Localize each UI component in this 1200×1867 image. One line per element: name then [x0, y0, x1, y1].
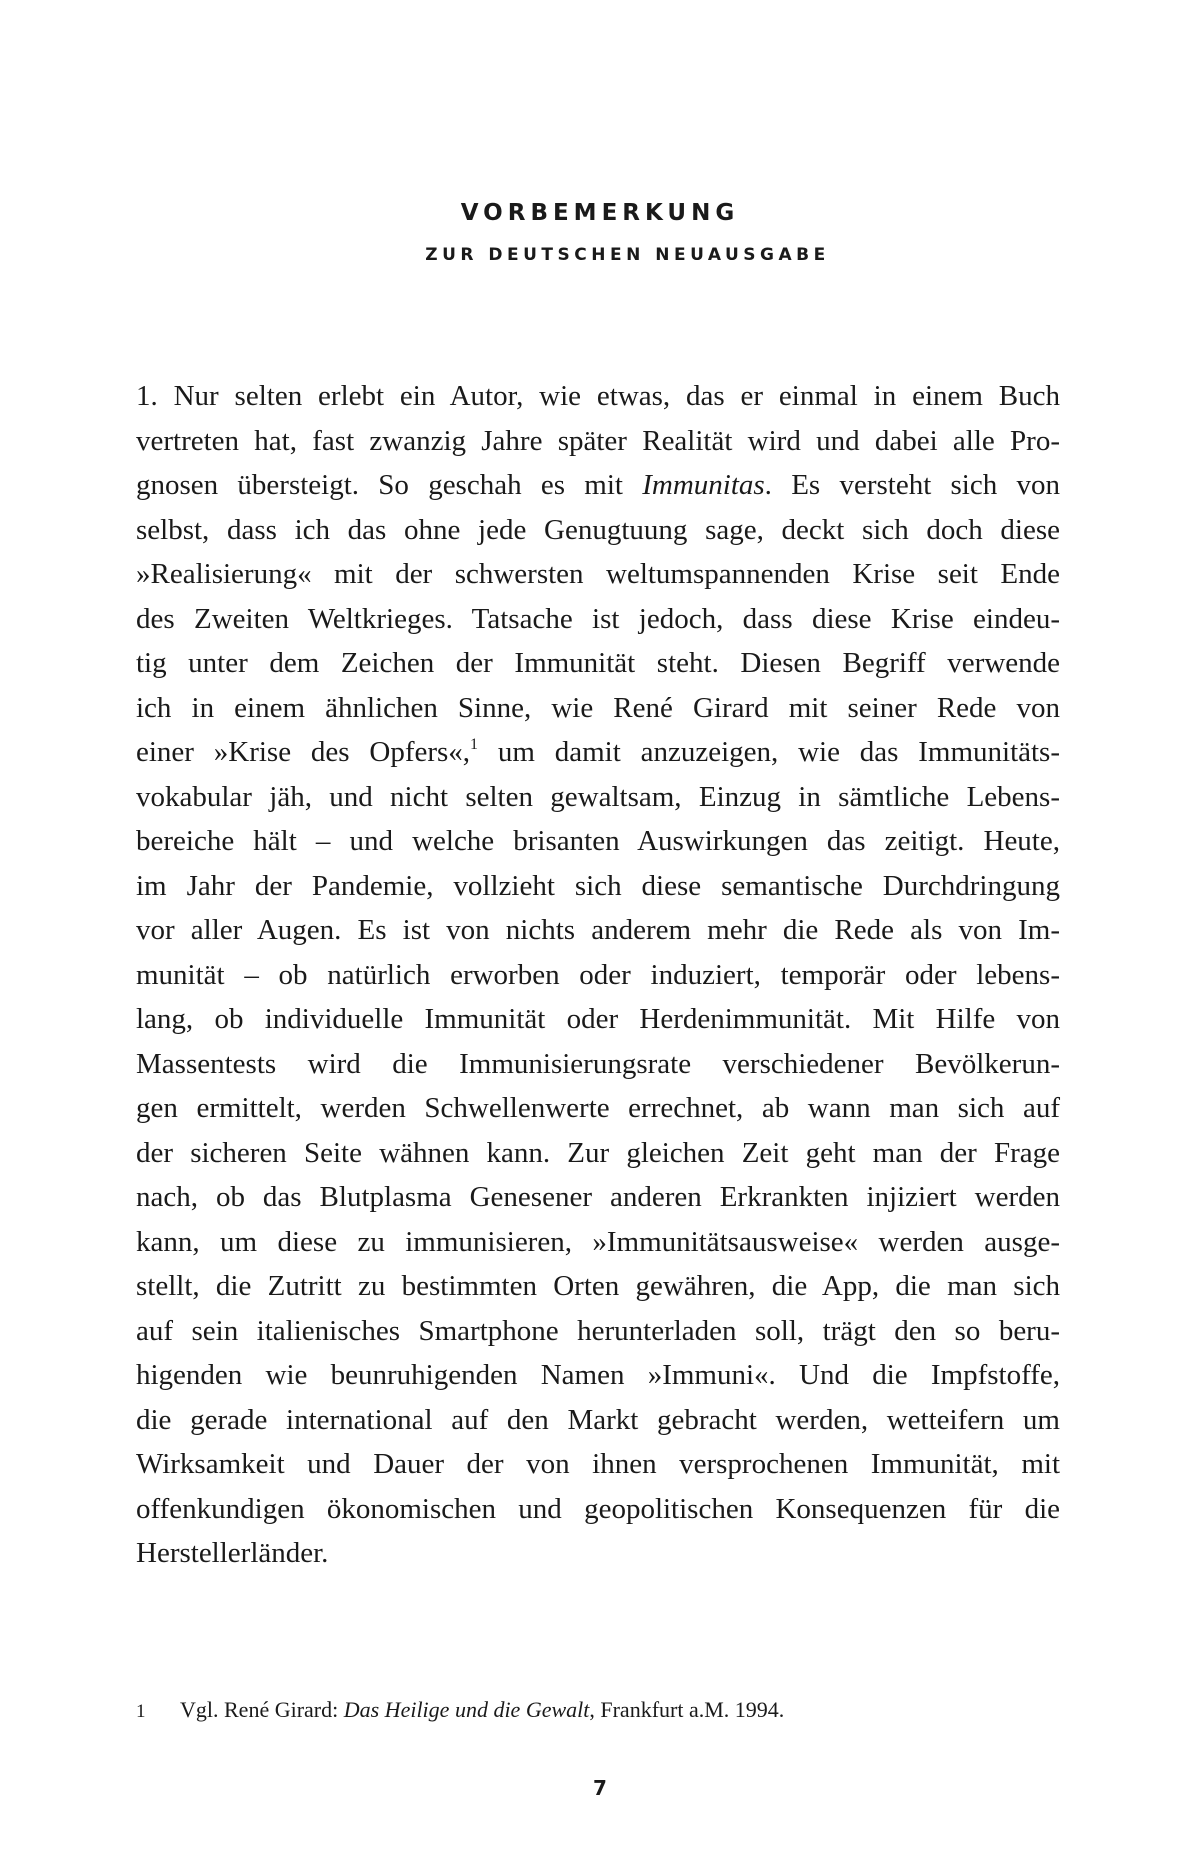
page-number: 7 [593, 1776, 607, 1800]
text-segment: einer »Krise des Opfers«, [136, 736, 471, 768]
footnote-italic-title: Das Heilige und die Gewalt [343, 1697, 590, 1722]
text-line: die gerade international auf den Markt gebracht werden, wetteifern um [136, 1403, 1060, 1436]
text-segment: gnosen übersteigt. So geschah es mit [136, 469, 643, 501]
text-line: auf sein italienisches Smartphone herunterladen soll, trägt den so beru- [136, 1314, 1060, 1347]
footnote-reference: 1 [470, 736, 479, 753]
text-line: im Jahr der Pandemie, vollzieht sich diese semantische Durchdringung [136, 869, 1060, 902]
text-line: Herstellerländer. [136, 1537, 329, 1569]
text-line: selbst, dass ich das ohne jede Genugtuung sage, deckt sich doch diese [136, 513, 1060, 546]
footnote-prefix: Vgl. René Girard: [180, 1697, 344, 1722]
text-line: offenkundigen ökonomischen und geopolitischen Konsequenzen für die [136, 1492, 1060, 1525]
text-line: der sicheren Seite wähnen kann. Zur gleichen Zeit geht man der Frage [136, 1136, 1060, 1169]
text-line: tig unter dem Zeichen der Immunität steht. Diesen Begriff verwende [136, 647, 1060, 679]
text-line [136, 463, 1060, 508]
text-line: higenden wie beunruhigenden Namen »Immuni«. Und die Impfstoffe, [136, 1359, 1060, 1391]
text-segment: um damit anzuzeigen, wie das Immunitäts- [478, 736, 1060, 768]
text-line: lang, ob individuelle Immunität oder Herdenimmunität. Mit Hilfe von [136, 1003, 1060, 1035]
chapter-title: VORBEMERKUNG [460, 200, 740, 226]
text-line: vor aller Augen. Es ist von nichts anderem mehr die Rede als von Im- [136, 914, 1060, 946]
text-line: des Zweiten Weltkrieges. Tatsache ist jedoch, dass diese Krise eindeu- [136, 602, 1060, 635]
footnote [136, 1697, 1060, 1723]
text-line: stellt, die Zutritt zu bestimmten Orten gewähren, die App, die man sich [136, 1270, 1060, 1302]
text-line: Wirksamkeit und Dauer der von ihnen versprochenen Immunität, mit [136, 1448, 1060, 1480]
chapter-subtitle: ZUR DEUTSCHEN NEUAUSGABE [425, 245, 830, 265]
body-paragraph [136, 374, 1060, 1576]
text-line: Massentests wird die Immunisierungsrate verschiedener Bevölkerun- [136, 1047, 1060, 1080]
text-line: vokabular jäh, und nicht selten gewaltsam, Einzug in sämtliche Lebens- [136, 780, 1060, 813]
italic-book-title: Immunitas [642, 469, 765, 501]
text-line: »Realisierung« mit der schwersten weltumspannenden Krise seit Ende [136, 558, 1060, 590]
text-line: nach, ob das Blutplasma Genesener anderen Erkrankten injiziert werden [136, 1181, 1060, 1213]
text-line: ich in einem ähnlichen Sinne, wie René Girard mit seiner Rede von [136, 691, 1060, 724]
text-line: munität – ob natürlich erworben oder induziert, temporär oder lebens- [136, 958, 1060, 991]
text-segment: . Es versteht sich von [764, 469, 1060, 501]
text-line: 1. Nur selten erlebt ein Autor, wie etwas, das er einmal in einem Buch [136, 380, 1060, 412]
text-line: gen ermittelt, werden Schwellenwerte errechnet, ab wann man sich auf [136, 1092, 1060, 1124]
text-line: bereiche hält – und welche brisanten Auswirkungen das zeitigt. Heute, [136, 825, 1060, 857]
footnote-suffix: , Frankfurt a.M. 1994. [589, 1697, 785, 1722]
footnote-number: 1 [136, 1701, 146, 1722]
text-line: kann, um diese zu immunisieren, »Immunitätsausweise« werden ausge- [136, 1225, 1060, 1258]
text-line: vertreten hat, fast zwanzig Jahre später Realität wird und dabei alle Pro- [136, 424, 1060, 457]
text-line [136, 730, 1060, 775]
